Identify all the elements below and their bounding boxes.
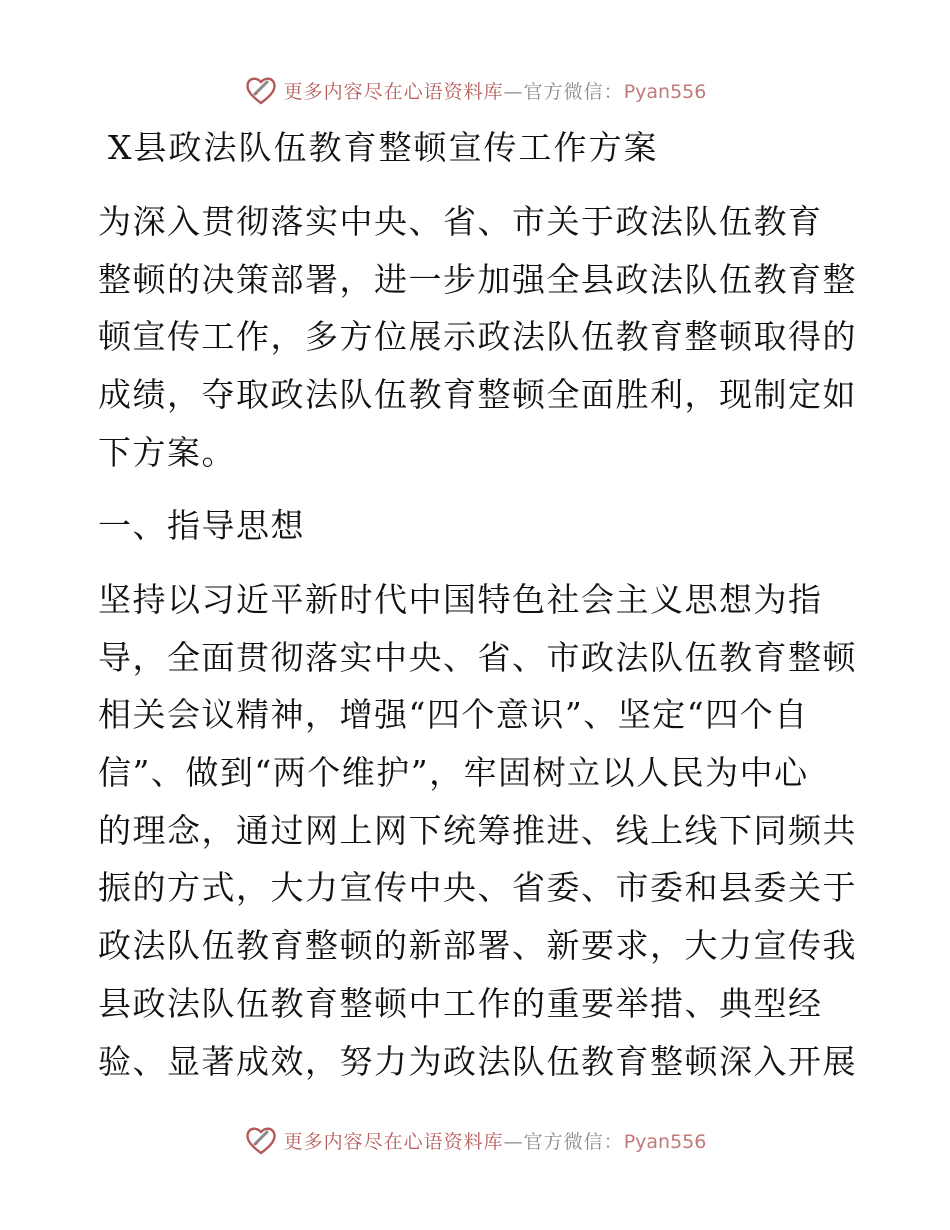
intro-paragraph (98, 193, 858, 481)
watermark-brand: 更多内容尽在心语资料库 (283, 80, 504, 103)
text-line: 坚持以习近平新时代中国特色社会主义思想为指 (98, 580, 823, 619)
text-line: 导，全面贯彻落实中央、省、市政法队伍教育整顿 (98, 637, 857, 677)
watermark-text (284, 77, 707, 104)
watermark-dash: — (503, 1130, 524, 1153)
watermark-brand: 更多内容尽在心语资料库 (283, 1130, 504, 1153)
text-line: 顿宣传工作，多方位展示政法队伍教育整顿取得的 (98, 317, 857, 357)
watermark-official: 官方微信： (523, 1130, 624, 1153)
text-line: 为深入贯彻落实中央、省、市关于政法队伍教育 (98, 202, 823, 241)
section-paragraph (98, 571, 858, 1090)
watermark-dash: — (503, 80, 524, 103)
heart-pen-logo-icon (244, 73, 278, 107)
text-line: 验、显著成效，努力为政法队伍教育整顿深入开展 (98, 1041, 857, 1081)
text-line: 整顿的决策部署，进一步加强全县政法队伍教育整 (98, 259, 857, 299)
heart-pen-logo-icon (244, 1123, 278, 1157)
watermark-text (284, 1127, 707, 1154)
text-line: 县政法队伍教育整顿中工作的重要举措、典型经 (98, 983, 823, 1023)
text-line: 下方案。 (98, 432, 236, 472)
text-line: 成绩，夺取政法队伍教育整顿全面胜利，现制定如 (98, 375, 857, 415)
watermark-footer (0, 1122, 950, 1158)
text-line: 振的方式，大力宣传中央、省委、市委和县委关于 (98, 868, 857, 908)
section-heading-text: 一、指导思想 (98, 506, 305, 545)
text-line: 信”、做到“两个维护”，牢固树立以人民为中心 (98, 753, 809, 793)
watermark-id: Pyan556 (623, 80, 707, 103)
watermark-header (0, 72, 950, 108)
watermark-official: 官方微信： (523, 80, 624, 103)
text-line: 政法队伍教育整顿的新部署、新要求，大力宣传我 (98, 926, 857, 966)
section-heading (98, 497, 858, 555)
document-title: X县政法队伍教育整顿宣传工作方案 (108, 128, 659, 167)
text-line: 的理念，通过网上网下统筹推进、线上线下同频共 (98, 810, 857, 850)
watermark-id: Pyan556 (623, 1130, 707, 1153)
text-line: 相关会议精神，增强“四个意识”、坚定“四个自 (98, 695, 809, 735)
